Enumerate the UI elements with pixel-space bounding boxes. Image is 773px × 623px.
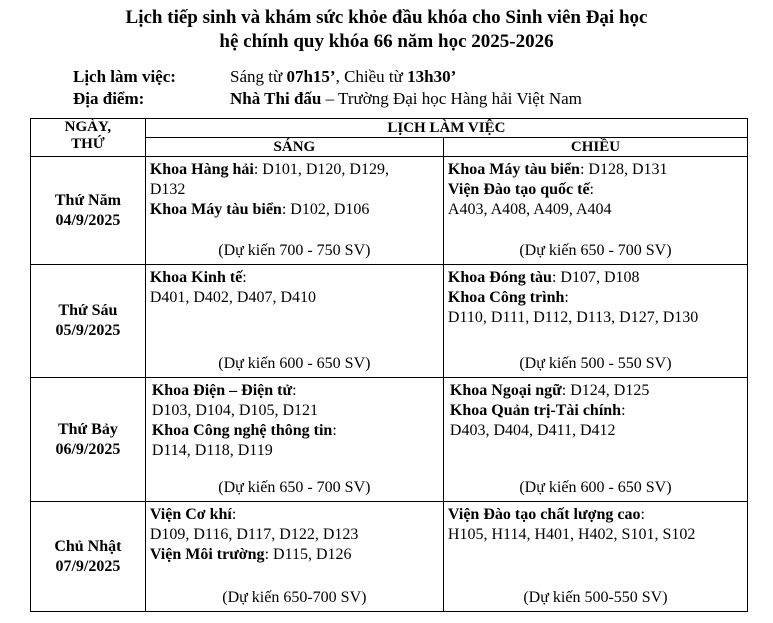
class-list: D109, D116, D117, D122, D123 [149,526,359,543]
faculty-name: Khoa Ngoại ngữ [449,382,562,399]
class-list: D401, D402, D407, D410 [149,289,317,306]
class-list: : [640,506,645,523]
day-date: 07/9/2025 [55,557,121,575]
afternoon-prefix: , Chiều từ [335,67,408,86]
morning-cell [145,502,443,612]
estimate: (Dự kiến 500-550 SV) [523,589,668,606]
schedule-times [230,67,456,87]
faculty-name: Khoa Quản trị-Tài chính [449,402,622,419]
afternoon-time: 13h30’ [407,67,457,86]
morning-cell [145,378,443,502]
day-date: 05/9/2025 [55,322,121,339]
table-row [31,157,748,265]
location-label: Địa điểm: [73,89,145,108]
class-list: : [564,289,569,306]
class-list: : [332,422,337,439]
document-title-line2: hệ chính quy khóa 66 năm học 2025-2026 [219,31,554,52]
class-list: : [231,506,237,523]
day-cell [31,157,146,265]
class-list: : D115, D126 [264,546,352,563]
schedule-table [30,118,748,612]
estimate: (Dự kiến 650 - 700 SV) [218,479,371,496]
class-list: H105, H114, H401, H402, S101, S102 [447,526,696,543]
class-list: : [292,382,297,399]
afternoon-cell [443,265,747,378]
table-row [31,378,748,502]
morning-cell [145,265,443,378]
afternoon-cell [443,378,747,502]
class-list: : D107, D108 [551,269,640,286]
faculty-name: Khoa Công trình [447,289,565,306]
estimate: (Dự kiến 650-700 SV) [222,589,367,606]
class-list: D114, D118, D119 [151,442,273,459]
class-list: : [589,181,594,198]
table-row [31,502,748,612]
morning-time: 07h15’ [286,67,336,86]
faculty-name: Khoa Máy tàu biển [447,161,580,178]
day-name: Thứ Năm [54,191,121,209]
header-morning: SÁNG [145,138,443,157]
class-list: : [621,402,626,419]
faculty-name: Viện Đào tạo chất lượng cao [447,506,641,523]
afternoon-cell [443,157,747,265]
estimate: (Dự kiến 700 - 750 SV) [218,242,371,259]
class-list: D132 [149,181,186,198]
class-list: D403, D404, D411, D412 [449,422,616,439]
estimate: (Dự kiến 500 - 550 SV) [519,355,672,372]
day-date: 04/9/2025 [55,211,121,229]
day-cell [31,502,146,612]
faculty-name: Khoa Đóng tàu [447,269,552,286]
schedule-label: Lịch làm việc: [73,67,176,86]
day-cell [31,265,146,378]
estimate: (Dự kiến 600 - 650 SV) [218,355,371,372]
class-list: : D101, D120, D129, [253,161,389,178]
day-name: Chủ Nhật [54,537,122,555]
table-row [31,265,748,378]
class-list: : [242,269,247,286]
header-day-line2: THỨ [71,136,105,152]
header-day-line1: NGÀY, [64,119,112,135]
document-title-line1: Lịch tiếp sinh và khám sức khỏe đầu khóa cho Sinh viên Đại học [125,7,648,28]
location-venue: Nhà Thi đấu [230,89,322,108]
estimate: (Dự kiến 650 - 700 SV) [519,242,672,259]
class-list: D110, D111, D112, D113, D127, D130 [447,309,699,326]
day-date: 06/9/2025 [55,440,121,458]
class-list: A403, A408, A409, A404 [447,201,612,218]
day-name: Thứ Sáu [58,302,118,319]
morning-prefix: Sáng từ [230,67,287,86]
day-cell [31,378,146,502]
faculty-name: Khoa Hàng hải [149,161,254,178]
faculty-name: Viện Cơ khí [149,506,232,523]
faculty-name: Viện Đào tạo quốc tế [447,181,590,198]
faculty-name: Khoa Máy tàu biển [149,201,282,218]
class-list: D103, D104, D105, D121 [151,402,319,419]
faculty-name: Khoa Công nghệ thông tin [151,422,333,439]
faculty-name: Khoa Kinh tế [149,269,243,286]
header-day [31,119,146,157]
class-list: : D124, D125 [561,382,650,399]
faculty-name: Viện Môi trường [149,546,265,563]
class-list: : D102, D106 [281,201,370,218]
morning-cell [145,157,443,265]
faculty-name: Khoa Điện – Điện tử [151,382,293,399]
location-rest: – Trường Đại học Hàng hải Việt Nam [321,89,582,108]
location-value [230,89,582,109]
afternoon-cell [443,502,747,612]
day-name: Thứ Bảy [57,420,118,438]
class-list: : D128, D131 [579,161,668,178]
estimate: (Dự kiến 600 - 650 SV) [519,479,672,496]
header-afternoon: CHIỀU [443,138,747,157]
header-schedule: LỊCH LÀM VIỆC [145,119,747,138]
